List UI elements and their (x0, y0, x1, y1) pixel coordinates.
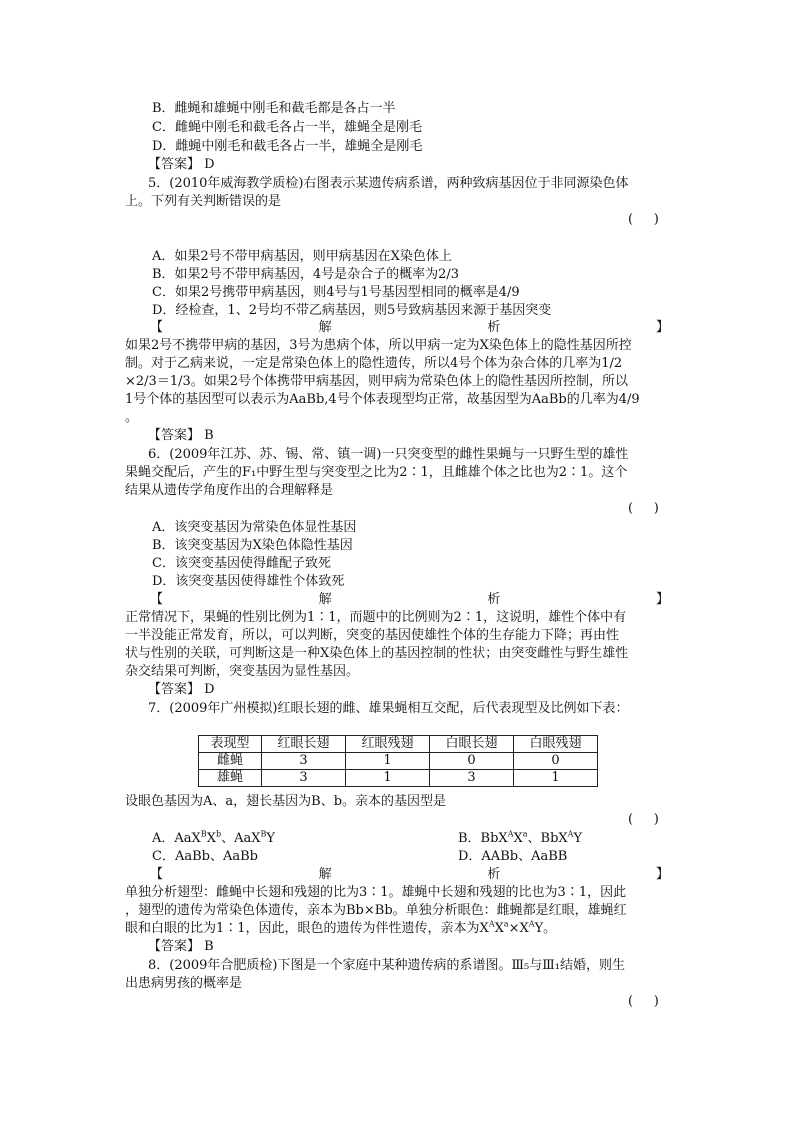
q6-answer: 【答案】 D (148, 682, 215, 697)
q5-answer-blank: ( ) (628, 212, 659, 227)
table-header-cell: 白眼残翅 (514, 736, 598, 753)
table-cell: 1 (514, 770, 598, 787)
q6-stem-line-2: 果蝇交配后，产生的F₁中野生型与突变型之比为2∶1，且雌雄个体之比也为2∶1。这个 (125, 465, 628, 480)
q6-stem-line-1: 6．(2009年江苏、苏、锡、常、镇一调)一只突变型的雌性果蝇与一只野生型的雄性 (148, 447, 629, 462)
heading-char: 解 (318, 320, 332, 335)
heading-char: 析 (487, 867, 501, 882)
q5-analysis-line: 。 (125, 410, 139, 425)
analysis-text: ×X (508, 921, 529, 936)
q7-option-d: D．AABb、AaBB (458, 849, 568, 864)
q5-answer: 【答案】 B (148, 428, 214, 443)
q5-analysis-line: 制。对于乙病来说，一定是常染色体上的隐性遗传，所以4号个体为杂合体的几率为1/2 (125, 356, 623, 371)
q6-analysis-line: 一半没能正常发育，所以，可以判断，突变的基因使雄性个体的生存能力下降；再由性 (125, 628, 620, 643)
q6-analysis-line: 状与性别的关联，可判断这是一种X染色体上的基因控制的性状；由突变雌性与野生雄性 (125, 646, 629, 661)
q4-option-b: B．雌蝇和雄蝇中刚毛和截毛都是各占一半 (152, 101, 396, 116)
superscript: B (200, 830, 207, 839)
q8-stem-line-1: 8．(2009年合肥质检)下图是一个家庭中某种遗传病的系谱图。Ⅲ₅与Ⅲ₁结婚，则生 (148, 958, 625, 973)
superscript: a (522, 829, 528, 839)
table-cell: 3 (430, 770, 514, 787)
table-cell: 0 (514, 753, 598, 770)
superscript: a (503, 920, 509, 929)
q7-stem: 7．(2009年广州模拟)红眼长翅的雌、雄果蝇相互交配，后代表现型及比例如下表： (148, 701, 629, 716)
q5-stem-line-2: 上。下列有关判断错误的是 (125, 194, 282, 209)
q5-analysis-line: ×2/3＝1/3。如果2号个体携带甲病基因，则甲病为常染色体上的隐性基因所控制，所以 (125, 374, 629, 389)
q7-answer: 【答案】 B (148, 939, 214, 954)
q7-answer-blank: ( ) (628, 812, 659, 827)
analysis-text: Y。 (534, 921, 557, 936)
table-cell: 1 (346, 770, 430, 787)
q7-option-a (152, 830, 442, 848)
table-cell: 1 (346, 753, 430, 770)
q7-analysis-line (125, 920, 669, 938)
q6-option-d: D．该突变基因使得雄性个体致死 (152, 574, 345, 589)
q7-analysis-line: 单独分析翅型：雌蝇中长翅和残翅的比为3∶1。雄蝇中长翅和残翅的比也为3∶1，因此 (125, 885, 627, 900)
bracket-close: 】 (655, 592, 669, 607)
q6-stem-line-3: 结果从遗传学角度作出的合理解释是 (125, 483, 334, 498)
analysis-text: X (494, 921, 504, 936)
q5-analysis-line: 1号个体的基因型可以表示为AaBb,4号个体表现型均正常，故基因型为AaBb的几率为4/9 (125, 392, 640, 407)
option-text: B．BbX (458, 831, 508, 846)
table-row (199, 770, 598, 787)
heading-char: 析 (487, 320, 501, 335)
q4-option-d: D．雌蝇中刚毛和截毛各占一半，雄蝇全是刚毛 (152, 139, 423, 154)
table-row (199, 753, 598, 770)
q4-answer: 【答案】 D (148, 157, 215, 172)
q5-option-a: A．如果2号不带甲病基因，则甲病基因在X染色体上 (152, 249, 452, 264)
table-header-cell: 红眼残翅 (346, 736, 430, 753)
q7-analysis-heading (150, 866, 669, 884)
bracket-close: 】 (655, 320, 669, 335)
q7-option-b (458, 830, 582, 848)
bracket-open: 【 (150, 867, 164, 882)
q8-answer-blank: ( ) (628, 994, 659, 1009)
table-header-cell: 白眼长翅 (430, 736, 514, 753)
q5-analysis-line: 如果2号不携带甲病的基因，3号为患病个体，所以甲病一定为X染色体上的隐性基因所控 (125, 338, 632, 353)
q6-analysis-line: 正常情况下，果蝇的性别比例为1∶1，而题中的比例则为2∶1，这说明，雄性个体中有 (125, 610, 627, 625)
table-header-cell: 表现型 (199, 736, 262, 753)
option-text: 、BbX (527, 831, 568, 846)
q6-analysis-line: 杂交结果可判断，突变基因为显性基因。 (125, 664, 360, 679)
table-cell: 3 (262, 770, 346, 787)
bracket-open: 【 (150, 592, 164, 607)
q6-option-a: A．该突变基因为常染色体显性基因 (152, 520, 357, 535)
q6-option-b: B．该突变基因为X染色体隐性基因 (152, 538, 353, 553)
bracket-open: 【 (150, 320, 164, 335)
superscript: A (488, 920, 495, 929)
bracket-close: 】 (655, 867, 669, 882)
superscript: A (567, 829, 574, 839)
option-text: A．AaX (152, 831, 201, 846)
q8-stem-line-2: 出患病男孩的概率是 (125, 976, 243, 991)
q4-option-c: C．雌蝇中刚毛和截毛各占一半，雄蝇全是刚毛 (152, 120, 422, 135)
q6-option-c: C．该突变基因使得雌配子致死 (152, 556, 331, 571)
q7-stem-line-2: 设眼色基因为A、a，翅长基因为B、b。亲本的基因型是 (125, 794, 447, 809)
q5-stem-line-1: 5．(2010年威海教学质检)右图表示某遗传病系谱，两种致病基因位于非同源染色体 (148, 176, 629, 191)
table-header-cell: 红眼长翅 (262, 736, 346, 753)
superscript: A (528, 920, 535, 929)
option-text: X (206, 831, 216, 846)
heading-char: 析 (487, 592, 501, 607)
phenotype-ratio-table (198, 735, 598, 787)
superscript: A (507, 829, 514, 839)
superscript: b (215, 830, 222, 839)
heading-char: 解 (318, 867, 332, 882)
option-text: 、AaX (221, 831, 261, 846)
q5-option-b: B．如果2号不带甲病基因，4号是杂合子的概率为2/3 (152, 267, 460, 282)
q7-option-c: C．AaBb、AaBb (152, 849, 258, 864)
analysis-text: 眼和白眼的比为1∶1，因此，眼色的遗传为伴性遗传，亲本为X (125, 921, 489, 936)
superscript: B (260, 830, 267, 839)
option-text: X (513, 831, 523, 846)
q5-option-d: D．经检查，1、2号均不带乙病基因，则5号致病基因来源于基因突变 (152, 303, 552, 318)
table-cell: 3 (262, 753, 346, 770)
table-header-row (199, 736, 598, 753)
q6-answer-blank: ( ) (628, 501, 659, 516)
heading-char: 解 (318, 592, 332, 607)
q5-option-c: C．如果2号携带甲病基因，则4号与1号基因型相同的概率是4/9 (152, 285, 520, 300)
table-cell: 0 (430, 753, 514, 770)
table-cell: 雄蝇 (199, 770, 262, 787)
q6-analysis-heading (150, 591, 669, 609)
option-text: Y (573, 831, 583, 846)
q7-analysis-line: ，翅型的遗传为常染色体遗传，亲本为Bb×Bb。单独分析眼色：雌蝇都是红眼，雄蝇红 (125, 903, 627, 918)
option-text: Y (266, 831, 275, 846)
q5-analysis-heading (150, 319, 669, 337)
table-cell: 雌蝇 (199, 753, 262, 770)
